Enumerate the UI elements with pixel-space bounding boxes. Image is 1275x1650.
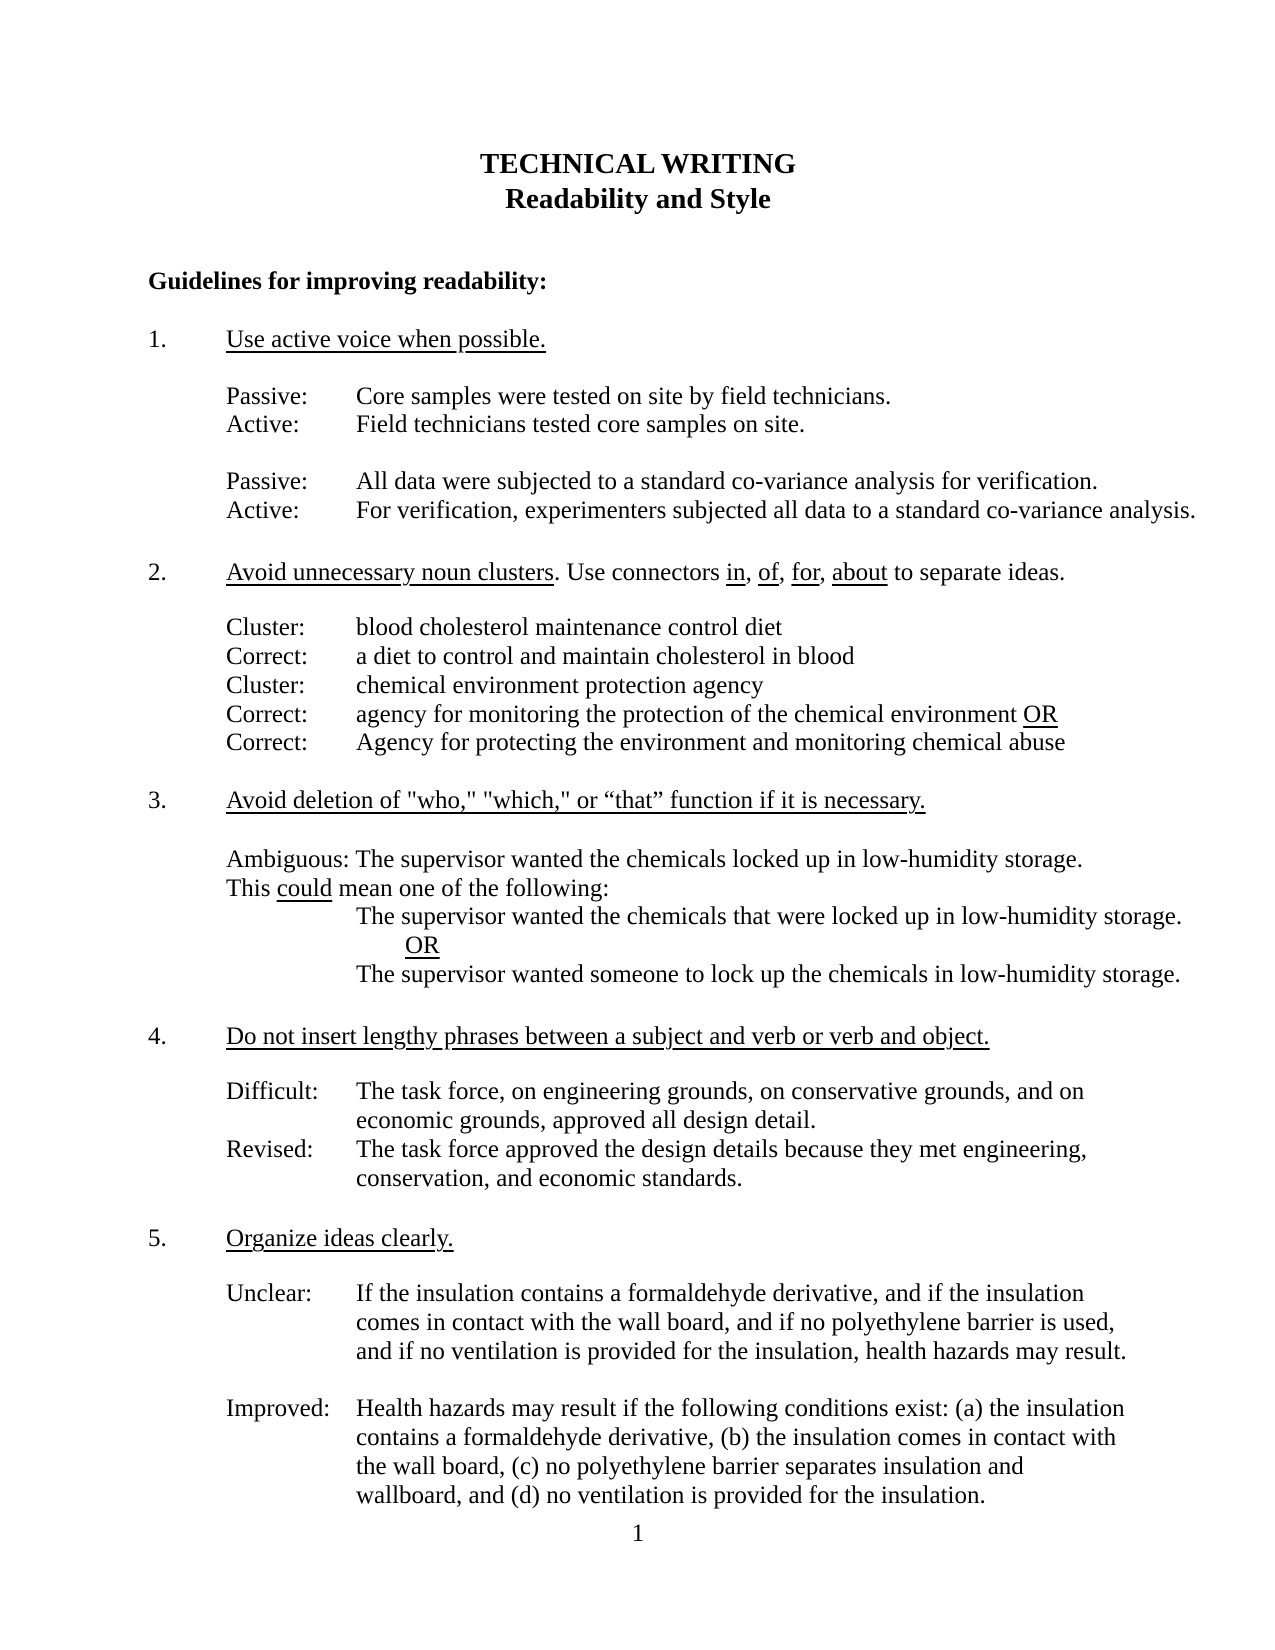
list-item-5 — [148, 1225, 1128, 1254]
example-text: All data were subjected to a standard co-variance analysis for verification. — [356, 468, 1099, 495]
example-text: Field technicians tested core samples on site. — [356, 411, 806, 439]
list-item-1 — [148, 326, 1128, 355]
document-title: TECHNICAL WRITING — [479, 148, 797, 180]
example-row — [226, 643, 1128, 672]
example-text: blood cholesterol maintenance control diet — [356, 614, 783, 642]
separator: , — [745, 558, 759, 586]
item-heading-text: Avoid deletion of "who," "which," or “that” function if it is necessary. — [226, 787, 926, 814]
page-number: 1 — [631, 1520, 645, 1548]
example-label: Correct: — [226, 643, 308, 670]
item-number: 1. — [148, 325, 167, 353]
item-heading — [226, 1225, 454, 1254]
example-label: Active: — [226, 411, 300, 439]
paragraph-line: The supervisor wanted the chemicals that were locked up in low-humidity storage. — [356, 903, 1183, 931]
example-label: Passive: — [226, 468, 308, 495]
item-heading — [226, 1023, 990, 1052]
item-number: 4. — [148, 1022, 167, 1050]
separator: , — [778, 558, 792, 586]
item-heading — [226, 326, 546, 355]
item-heading-text: Avoid unnecessary noun clusters — [226, 558, 554, 586]
connector-word: for — [791, 558, 820, 586]
example-row — [226, 672, 1128, 701]
example-label: Cluster: — [226, 671, 306, 699]
line-post: mean one of the following: — [332, 874, 610, 902]
item-heading-text: Use active voice when possible. — [226, 325, 547, 353]
example-row — [226, 701, 1128, 730]
list-item-2 — [148, 559, 1128, 588]
document-subtitle: Readability and Style — [505, 183, 771, 215]
example-label: Difficult: — [226, 1078, 319, 1106]
list-item-4 — [148, 1023, 1128, 1052]
example-text: If the insulation contains a formaldehyde derivative, and if the insulation comes in contact with the wall board, and if no polyethylene barrier is used, and if no ventilation is provided for the insulation, health hazards may result. — [356, 1280, 1127, 1365]
example-row — [226, 496, 1196, 526]
page-footer — [148, 1520, 1128, 1549]
example-row — [226, 383, 1128, 412]
example-text: Health hazards may result if the following conditions exist: (a) the insulation contains a formaldehyde derivative, (b) the insulation comes in contact with the wall board, (c) no polyethylene barrier separates insulation and wallboard, and (d) no ventilation is provided for the insulation. — [356, 1395, 1125, 1509]
connector-word: of — [758, 558, 779, 586]
item-number: 2. — [148, 558, 167, 586]
example-text — [356, 701, 1058, 730]
example-label: Passive: — [226, 382, 308, 410]
example-text: Core samples were tested on site by field technicians. — [356, 382, 892, 410]
heading-connector-intro: . Use connectors — [553, 558, 727, 586]
example-row — [226, 411, 1128, 440]
example-text: The task force, on engineering grounds, on conservative grounds, and on economic grounds, approved all design detail. — [356, 1078, 1085, 1134]
heading-tail: to separate ideas. — [887, 558, 1066, 586]
paragraph-line — [226, 875, 1128, 904]
example-label: Active: — [226, 496, 300, 524]
item-heading — [226, 787, 926, 816]
connector-word: about — [832, 558, 888, 586]
example-label: Revised: — [226, 1135, 314, 1163]
paragraph-line: The supervisor wanted someone to lock up the chemicals in low-humidity storage. — [356, 960, 1181, 988]
emphasized-word: could — [276, 874, 333, 902]
example-label: Unclear: — [226, 1280, 313, 1307]
guidelines-heading: Guidelines for improving readability: — [148, 268, 548, 295]
list-item-3 — [148, 787, 1128, 816]
example-label: Cluster: — [226, 614, 306, 642]
separator: , — [819, 558, 833, 586]
example-text: Agency for protecting the environment and monitoring chemical abuse — [356, 729, 1066, 757]
item-heading — [226, 559, 1065, 588]
example-text: The task force approved the design details because they met engineering, conservation, and economic standards. — [356, 1135, 1087, 1192]
example-row — [226, 1136, 1128, 1194]
example-label: Correct: — [226, 729, 308, 757]
or-suffix: OR — [1023, 700, 1058, 728]
example-row — [226, 1280, 1128, 1366]
line-pre: This — [226, 874, 277, 902]
example-row — [226, 468, 1128, 497]
or-word: OR — [405, 932, 440, 959]
example-label: Improved: — [226, 1395, 331, 1423]
paragraph-line — [405, 932, 1128, 961]
connector-word: in — [726, 558, 746, 586]
example-text: For verification, experimenters subjected all data to a standard co-variance analysis. — [356, 496, 1196, 524]
example-row — [226, 1078, 1128, 1136]
paragraph-line: Ambiguous: The supervisor wanted the chemicals locked up in low-humidity storage. — [226, 845, 1084, 873]
item-number: 3. — [148, 787, 167, 814]
example-text-main: agency for monitoring the protection of the chemical environment — [356, 700, 1024, 728]
example-row — [226, 729, 1128, 758]
item-number: 5. — [148, 1225, 167, 1253]
item-heading-text: Do not insert lengthy phrases between a subject and verb or verb and object. — [226, 1022, 990, 1050]
title-block — [148, 147, 1128, 217]
example-row — [226, 614, 1128, 643]
example-text: a diet to control and maintain cholesterol in blood — [356, 643, 855, 670]
example-text: chemical environment protection agency — [356, 671, 764, 699]
example-label: Correct: — [226, 700, 308, 728]
example-row — [226, 1395, 1128, 1510]
item-heading-text: Organize ideas clearly. — [226, 1225, 454, 1253]
